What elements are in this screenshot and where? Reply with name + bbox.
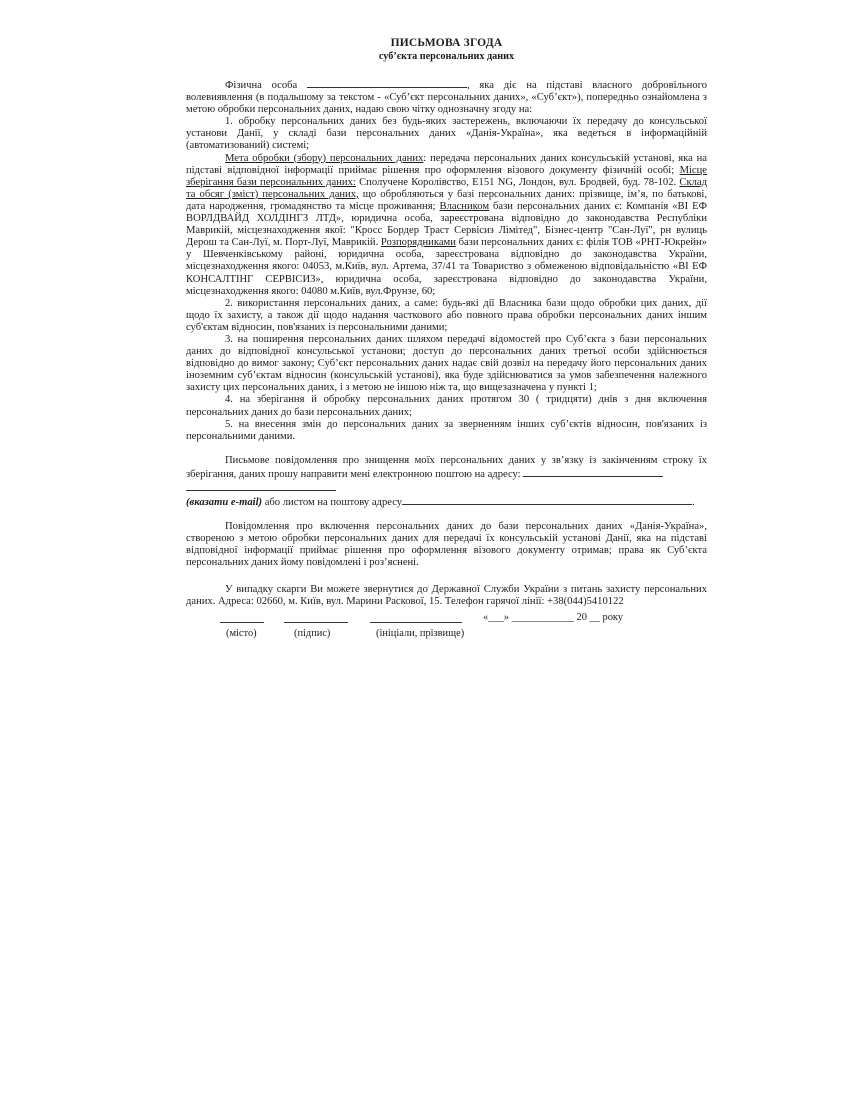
spacer	[186, 570, 707, 584]
document-body	[186, 78, 707, 608]
email-field-continued[interactable]	[186, 481, 336, 491]
purpose-text: : передача персональних даних консульській установі, яка на підставі відповідної інформації приймає рішення про оформлення візового документу фізичній особі;	[186, 152, 707, 176]
city-field[interactable]	[220, 622, 264, 623]
postal-text: або листом на поштову адресу	[262, 497, 403, 509]
notification-text: Письмове повідомлення про знищення моїх персональних даних у зв’язку із закінченням строку їх зберігання, даних прошу направити мені електронною поштою на адресу:	[186, 454, 707, 480]
intro-label: Фізична особа	[225, 80, 298, 91]
managers-text: бази персональних даних є: філія ТОВ «РНТ-Юкрейн» у Шевченківському районі, юридична особа, зареєстрована відповідно до законодавства України, місцезнаходження якого: 04053, м.Київ, вул. Артема, 37/41 та Товариство з обмеженою відповідальністю «ВІ ЕФ КОНСАЛТІНГ СЕРВІСИЗ», юридична особа, зареєстрована відповідно до законодавства України, місцезнаходження якого: 04080 м.Київ, вул.Фрунзе, 60;	[186, 237, 707, 297]
content-label: Склад та обсяг (зміст) персональних даних,	[186, 176, 707, 200]
owner-label: Власником	[439, 200, 490, 212]
initials-label: (ініціали, прізвище)	[376, 628, 465, 639]
paragraph-item-4: 4. на зберігання й обробку персональних даних протягом 30 ( тридцяти) днів з дня включення персональних даних до бази персональних даних;	[186, 394, 707, 418]
signature-block	[186, 612, 707, 642]
spacer	[186, 509, 707, 521]
scan-artifact	[150, 0, 300, 4]
content-text: що обробляються у базі персональних даних: прізвище, ім’я, по батькові, дата народження, громадянство та місце проживання;	[186, 188, 707, 212]
managers-label: Розпорядниками	[380, 237, 456, 249]
paragraph-inclusion: Повідомлення про включення персональних даних до бази персональних даних «Данія-Україна», створеною з метою обробки персональних даних для передачі їх консульській установі Данії, яка на підставі відповідної інформації приймає рішення про оформлення візового документу отримав; права як Суб’єкта персональних даних йому повідомлені і роз’яснені.	[186, 521, 707, 569]
city-label: (місто)	[226, 628, 257, 639]
purpose-label: Мета обробки (збору) персональних даних	[225, 152, 424, 164]
document-title: ПИСЬМОВА ЗГОДА	[390, 37, 503, 49]
initials-field[interactable]	[370, 622, 462, 623]
paragraph-item-1: 1. обробку персональних даних без будь-яких застережень, включаючи їх передачу до консульської установи Данії, у складі бази персональних даних «Данія-Україна», яка ведеться в інформаційній (автоматизований) системі;	[186, 116, 707, 152]
paragraph-details	[186, 153, 707, 298]
storage-label: Місце зберігання бази персональних даних:	[186, 164, 707, 188]
paragraph-notification: Письмове повідомлення про знищення моїх персональних даних у зв’язку із закінченням строку їх зберігання, даних прошу направити мені електронною поштою на адресу: (вказати e-mail) або листом на поштову адресу .	[186, 454, 707, 509]
paragraph-intro	[186, 78, 707, 116]
date-field[interactable]: «___» ____________ 20 __ року	[483, 612, 623, 623]
paragraph-item-5: 5. на внесення змін до персональних даних за зверненням інших суб’єктів відносин, пов'язаних із персональними даними.	[186, 418, 707, 442]
intro-text: , яка діє на підставі власного добровільного волевиявлення (в подальшому за текстом - «Суб’єкт персональних даних», «Суб’єкт»), попередньо ознайомлена з метою обробки персональних даних, надаю свою чітку однозначну згоду на:	[186, 80, 707, 116]
email-hint: (вказати e-mail)	[186, 497, 263, 509]
paragraph-item-3: 3. на поширення персональних даних шляхом передачі відомостей про Суб’єкта з бази персональних даних до відповідної консульської установи; доступ до персональних даних третьої особи здійснюється відповідно до вимог закону; Суб’єкт персональних даних надає свій дозвіл на передачу його персональних даних іноземним суб’єктам відносин (консульській установі), яка буде здійснюватися за умов забезпечення належного захисту цих персональних даних, і з метою не іншою ніж та, що вищезазначена у пункті 1;	[186, 333, 707, 394]
paragraph-item-2: 2. використання персональних даних, а саме: будь-які дії Власника бази щодо обробки цих даних, дії щодо їх захисту, а також дії щодо надання часткового або повного права обробки персональних даних іншим суб'єктам відносин, пов'язаних із персональними даними;	[186, 297, 707, 333]
owner-text: бази персональних даних є: Компанія «ВІ ЕФ ВОРЛДВАЙД ХОЛДІНГЗ ЛТД», юридична особа, зареєстрована відповідно до законодавства Республіки Маврикій, місцезнаходження якої: "Кросс Бордер Траст Сервісиз Лімітед", Бізнес-центр "Сан-Луї", рн вулиць Дерош та Сан-Луї, м. Порт-Луї, Маврикій.	[186, 200, 707, 249]
postal-address-field[interactable]	[402, 495, 692, 505]
storage-text: Сполучене Королівство, E151 NG, Лондон, вул. Бродвей, буд. 78-102.	[355, 176, 677, 188]
paragraph-complaint: У випадку скарги Ви можете звернутися до Державної Служби України з питань захисту персональних даних. Адреса: 02660, м. Київ, вул. Марини Раскової, 15. Телефон гарячої лінії: +38(044)5410122	[186, 583, 707, 607]
email-field[interactable]	[523, 467, 663, 477]
signature-field[interactable]	[284, 622, 348, 623]
document-subtitle: суб’єкта персональних даних	[378, 51, 515, 62]
signature-label: (підпис)	[294, 628, 331, 639]
person-name-field[interactable]	[307, 78, 467, 88]
spacer	[186, 443, 707, 455]
